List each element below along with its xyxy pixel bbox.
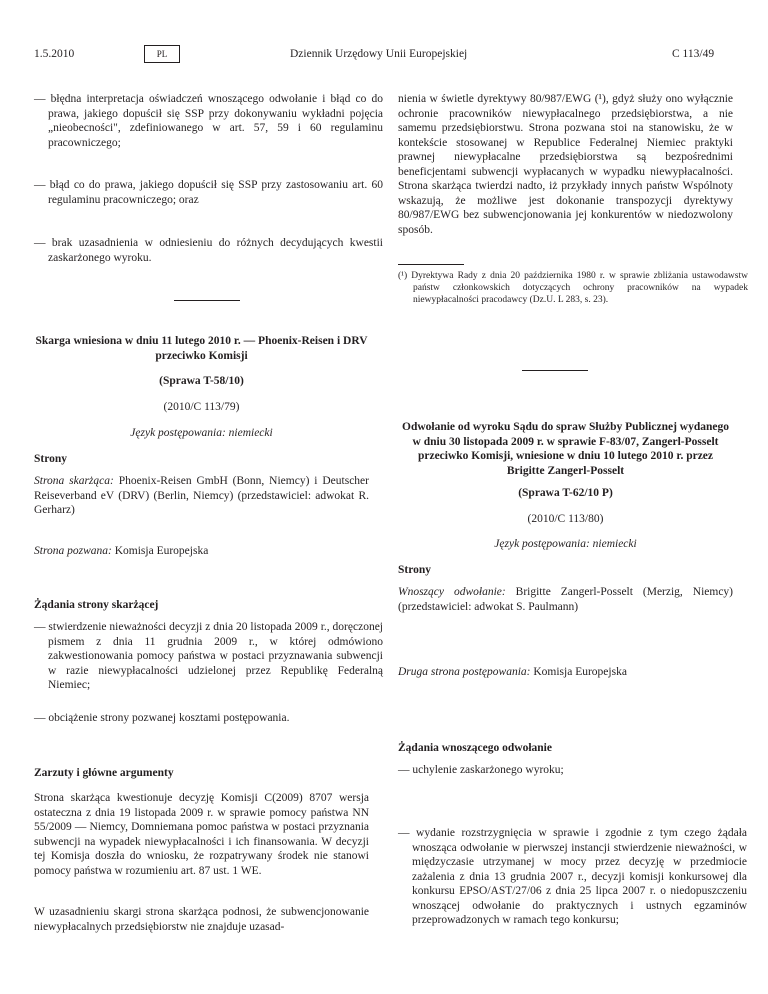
page-number: C 113/49 (672, 48, 715, 60)
plaintiff-text: Phoenix-Reisen GmbH (Bonn, Niemcy) i Deutscher Reiseverband eV (DRV) (Berlin, Niemcy) (przedstawiciel: adwokat R. Gerharz) (34, 475, 369, 516)
defendant-text: Komisja Europejska (111, 545, 209, 557)
appellant-label: Wnoszący odwołanie: (398, 586, 506, 598)
section-heading: Strony (398, 564, 432, 576)
appellant-text: Brigitte Zangerl-Posselt (Merzig, Niemcy) (przedstawiciel: adwokat S. Paulmann) (398, 586, 733, 613)
section-divider (522, 370, 588, 371)
body-paragraph: Strona skarżąca kwestionuje decyzję Komisji C(2009) 8707 wersja ostateczna z dnia 19 listopada 2009 r. w sprawie pomocy państwa NN 55/2009 — Niemcy, Domniemana pomoc państwa w postaci przyznania subwencji na wypadek niewypłacalności i ich finansowania. W decyzji tej Komisja doszła do wniosku, że rozpatrywany środek nie stanowi pomocy państwa w rozumieniu art. 87 ust. 1 WE. (34, 792, 369, 877)
body-paragraph: W uzasadnieniu skargi strona skarżąca podnosi, że subwencjonowanie niewypłacalnych przedsiębiorstw nie znajduje uzasad- (34, 906, 369, 933)
language-of-case: Język postępowania: niemiecki (494, 538, 637, 550)
case-title: Skarga wniesiona w dniu 11 lutego 2010 r. — Phoenix-Reisen i DRV przeciwko Komisji (35, 335, 368, 362)
bullet-point: — błąd co do prawa, jakiego dopuścił się SSP przy zastosowaniu art. 60 regulaminu pracowniczego; oraz (34, 179, 383, 206)
claim-item: — obciążenie strony pozwanej kosztami postępowania. (34, 712, 290, 724)
bullet-point: — błędna interpretacja oświadczeń wnoszącego odwołanie i błąd co do prawa, jakiego dopuścił się SSP przy dokonywaniu wykładni pojęcia „nieobecności", zdefiniowanego w art. 57, 59 i 60 regulaminu pracowniczego; (34, 93, 383, 149)
case-reference: (2010/C 113/79) (163, 401, 240, 413)
case-title: Odwołanie od wyroku Sądu do spraw Służby Publicznej wydanego w dniu 30 listopada 2009 r. w sprawie F-83/07, Zangerl-Posselt przeciwko Komisji, wniesione w dniu 10 lutego 2010 r. przez Brigitte Zangerl-Posselt (402, 421, 729, 477)
case-reference: (2010/C 113/80) (527, 513, 604, 525)
other-party-text: Komisja Europejska (530, 666, 627, 678)
defendant (34, 544, 369, 559)
appellant (398, 585, 733, 614)
section-heading: Strony (34, 453, 68, 465)
plaintiff-label: Strona skarżąca: (34, 475, 114, 487)
body-paragraph: nienia w świetle dyrektywy 80/987/EWG (¹), gdyż służy ono wyłącznie ochronie pracowników niewypłacalnego przedsiębiorstwa, a nie samemu przedsiębiorstwu. Strona pozwana stoi na stanowisku, że w kontekście stosowanej w Republice Federalnej Niemiec praktyki prawnej niewypłacalne przedsiębiorstwa są bezpośrednimi beneficjentami subwencji wypłacanych w wypadku niewypłacalności. Strona skarżąca twierdzi nadto, iż przykłady innych państw Wspólnoty wskazują, że możliwe jest dokonanie transpozycji dyrektywy 80/987/EWG bez subwencjonowania jej konkurentów w niedozwolony sposób. (398, 93, 733, 236)
journal-title: Dziennik Urzędowy Unii Europejskiej (290, 48, 468, 60)
other-party-label: Druga strona postępowania: (398, 666, 531, 678)
case-number: (Sprawa T-62/10 P) (518, 487, 613, 499)
section-divider (174, 300, 240, 301)
language-badge: PL (144, 45, 180, 63)
language-of-case: Język postępowania: niemiecki (130, 427, 273, 439)
plaintiff (34, 474, 369, 518)
claim-item: — uchylenie zaskarżonego wyroku; (398, 764, 564, 776)
other-party (398, 665, 733, 680)
section-heading: Żądania strony skarżącej (34, 599, 159, 611)
claim-item: — stwierdzenie nieważności decyzji z dnia 20 listopada 2009 r., doręczonej pismem z dnia 11 grudnia 2009 r., w której odmówiono zakwestionowania pomocy państwa w postaci przyznawania subwencji w razie niewypłacalności udzielonej przez Republikę Federalną Niemiec; (34, 621, 383, 691)
bullet-point: — brak uzasadnienia w odniesieniu do różnych decydujących kwestii zaskarżonego wyroku. (34, 237, 383, 264)
claim-item: — wydanie rozstrzygnięcia w sprawie i zgodnie z tym czego żądała wnosząca odwołanie w pierwszej instancji stwierdzenie nieważności, w międzyczasie utrzymanej w mocy przez decyzję w przedmiocie zażalenia z dnia 13 grudnia 2007 r., decyzji komisji konkursowej dla konkursu EPSO/AST/27/06 z dnia 25 lipca 2007 r. o niedopuszczeniu wnoszącej odwołanie do praktycznych i ustnych egzaminów przeprowadzonych w ramach tego konkursu; (398, 827, 747, 926)
section-heading: Żądania wnoszącego odwołanie (398, 742, 552, 754)
defendant-label: Strona pozwana: (34, 545, 112, 557)
section-heading: Zarzuty i główne argumenty (34, 767, 174, 779)
case-number: (Sprawa T-58/10) (159, 375, 244, 387)
header-date: 1.5.2010 (34, 48, 75, 60)
footnote: (¹) Dyrektywa Rady z dnia 20 października 1980 r. w sprawie zbliżania ustawodawstw państw członkowskich dotyczących ochrony pracowników na wypadek niewypłacalności pracodawcy (Dz.U. L 283, s. 23). (398, 271, 748, 305)
footnote-divider (398, 264, 464, 265)
